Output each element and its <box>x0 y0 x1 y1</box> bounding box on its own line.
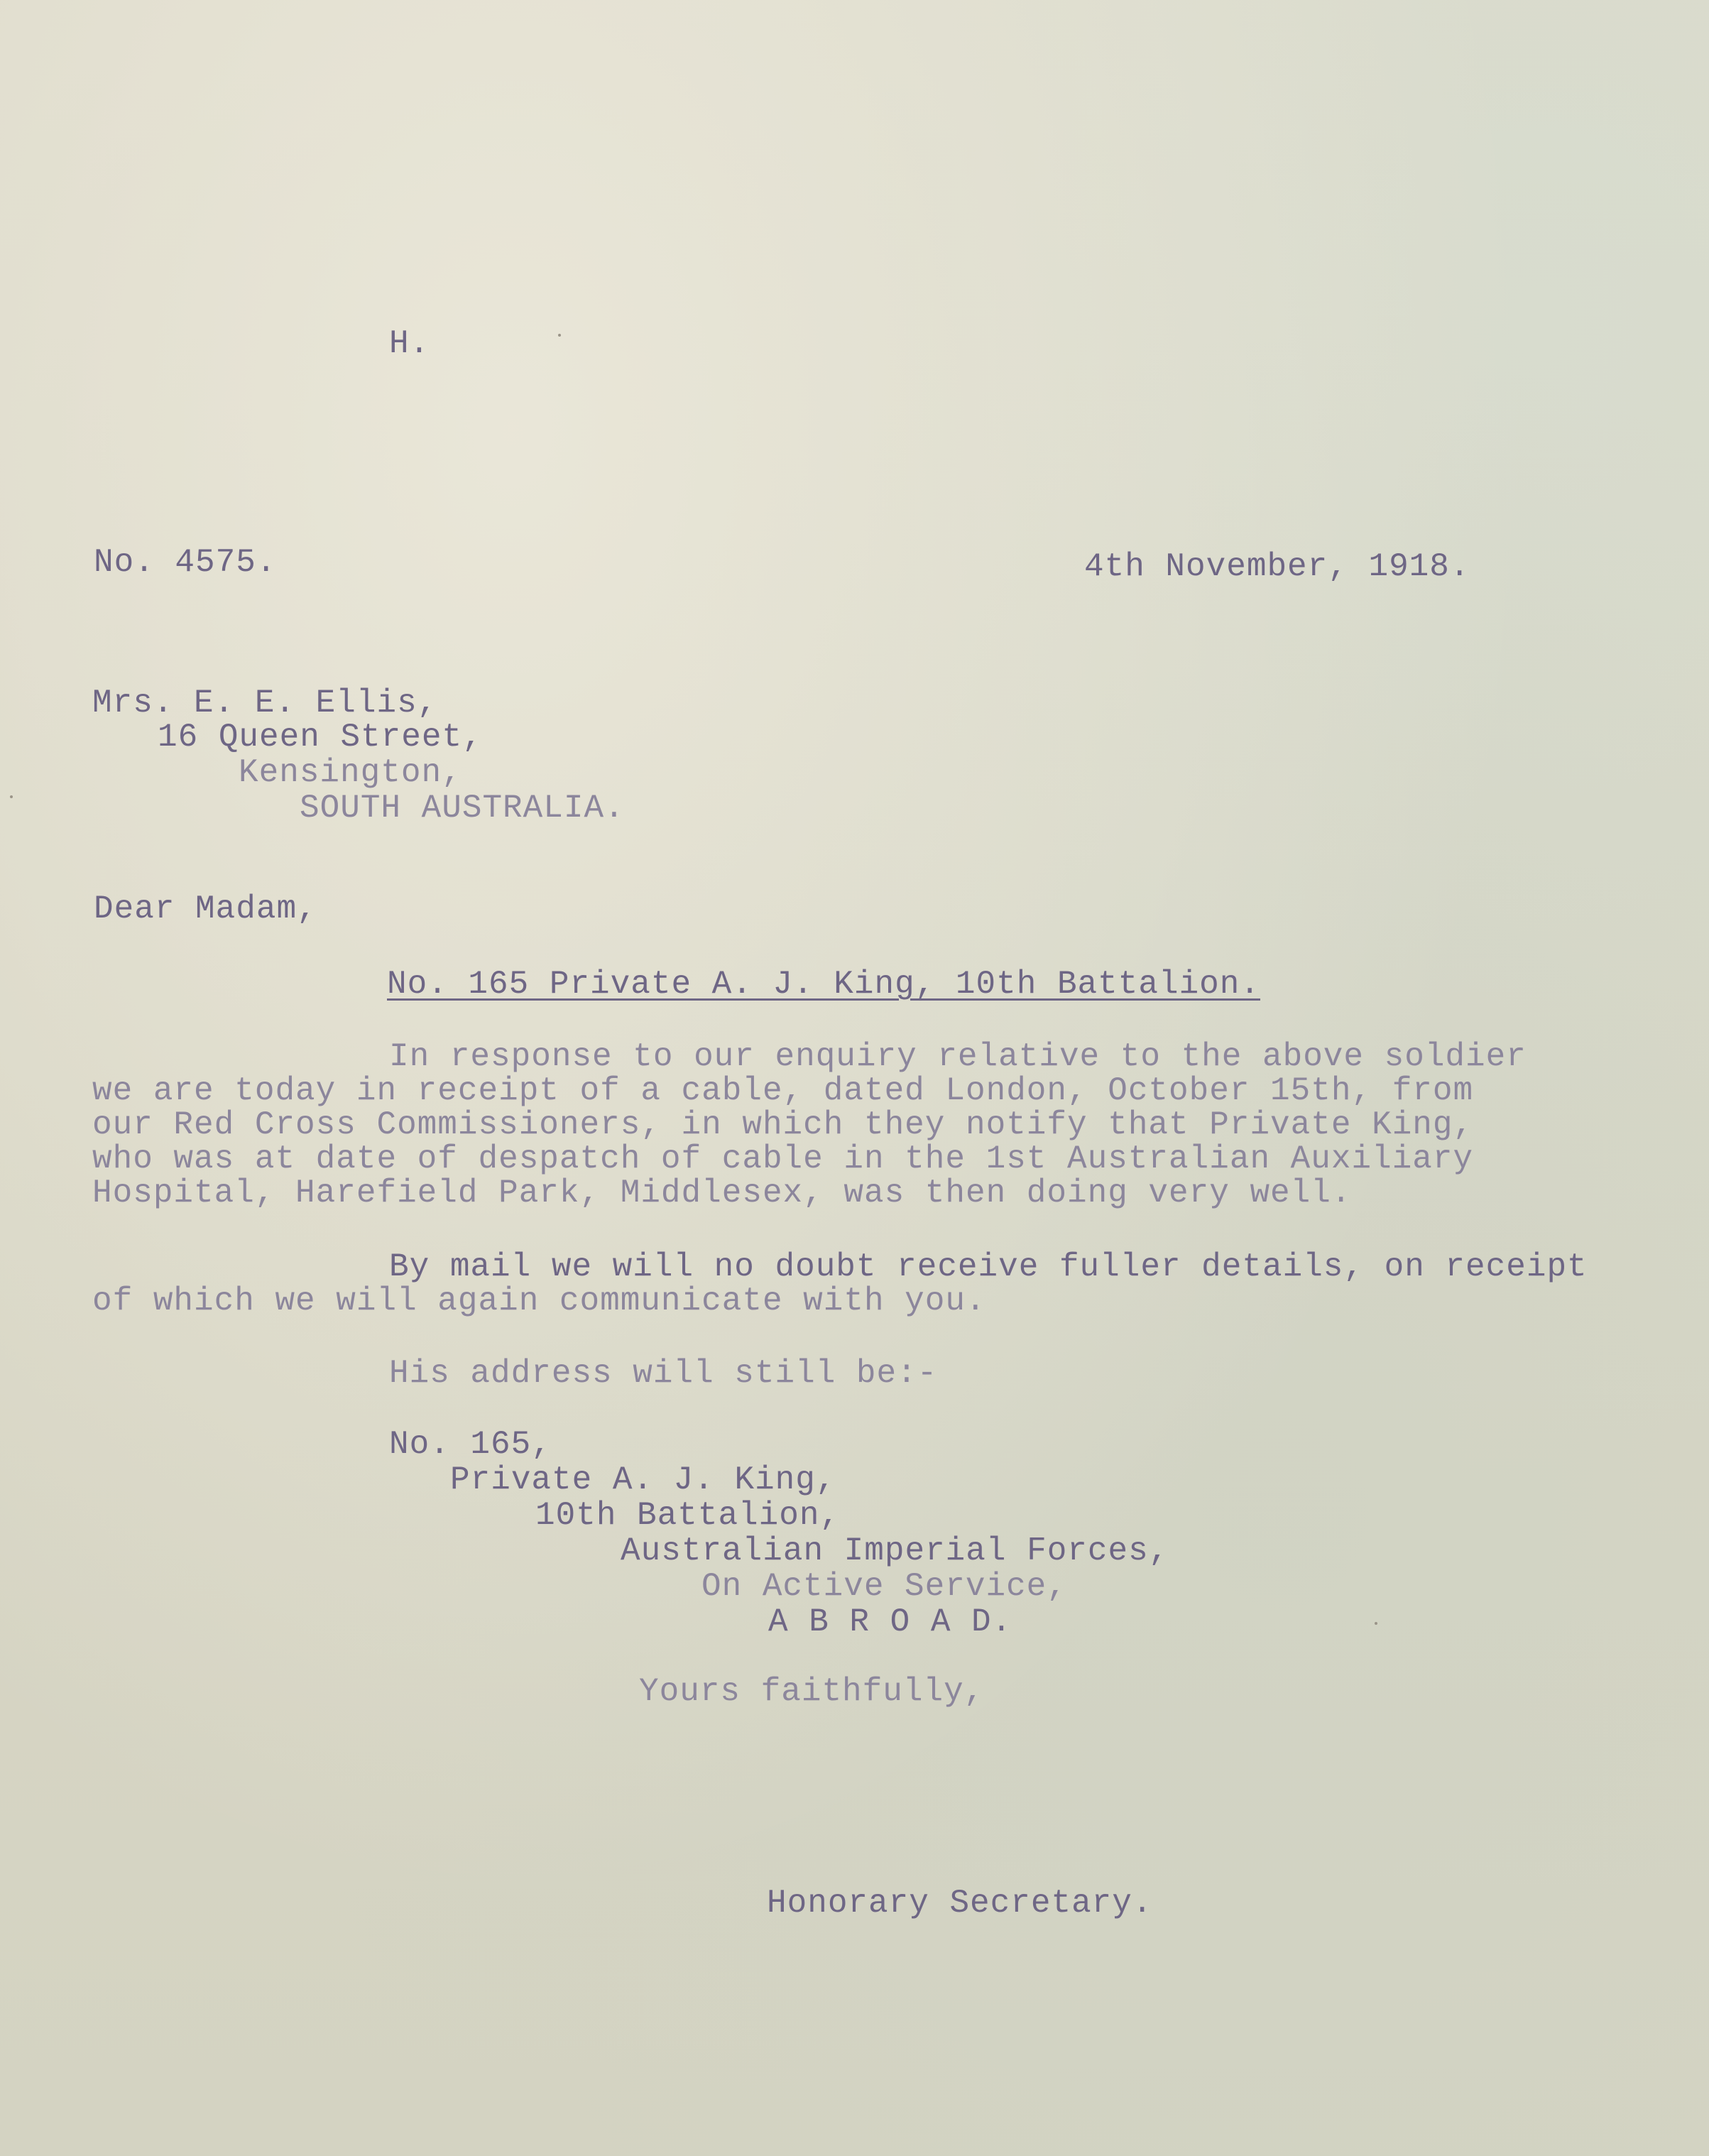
soldier-battalion: 10th Battalion, <box>535 1497 841 1534</box>
closing: Yours faithfully, <box>639 1673 985 1710</box>
letter-date: 4th November, 1918. <box>1084 548 1470 585</box>
recipient-street: 16 Queen Street, <box>158 719 483 756</box>
recipient-suburb: Kensington, <box>239 754 462 791</box>
salutation: Dear Madam, <box>94 891 317 927</box>
paragraph-line: of which we will again communicate with you. <box>92 1283 986 1319</box>
paragraph-line: Hospital, Harefield Park, Middlesex, was then doing very well. <box>92 1175 1352 1212</box>
paragraph-line: we are today in receipt of a cable, dated London, October 15th, from <box>92 1072 1474 1109</box>
reference-number: No. 4575. <box>94 544 277 581</box>
paper-speck <box>1375 1622 1377 1625</box>
subject-line: No. 165 Private A. J. King, 10th Battalion. <box>387 966 1260 1003</box>
signatory-title: Honorary Secretary. <box>767 1885 1153 1922</box>
recipient-state: SOUTH AUSTRALIA. <box>300 790 625 827</box>
paragraph-line: who was at date of despatch of cable in the 1st Australian Auxiliary <box>92 1140 1474 1177</box>
paragraph-line: our Red Cross Commissioners, in which they notify that Private King, <box>92 1106 1474 1143</box>
soldier-forces: Australian Imperial Forces, <box>621 1532 1169 1569</box>
paper-speck <box>10 795 13 798</box>
file-mark: H. <box>389 325 430 362</box>
recipient-name: Mrs. E. E. Ellis, <box>92 685 438 722</box>
address-intro: His address will still be:- <box>389 1355 938 1392</box>
soldier-location: A B R O A D. <box>768 1604 1012 1640</box>
paragraph-line: By mail we will no doubt receive fuller details, on receipt <box>389 1248 1588 1285</box>
soldier-number: No. 165, <box>389 1426 552 1463</box>
paragraph-line: In response to our enquiry relative to the above soldier <box>389 1038 1527 1075</box>
soldier-service: On Active Service, <box>701 1568 1067 1605</box>
paper-speck <box>558 334 561 337</box>
soldier-name: Private A. J. King, <box>450 1461 836 1498</box>
